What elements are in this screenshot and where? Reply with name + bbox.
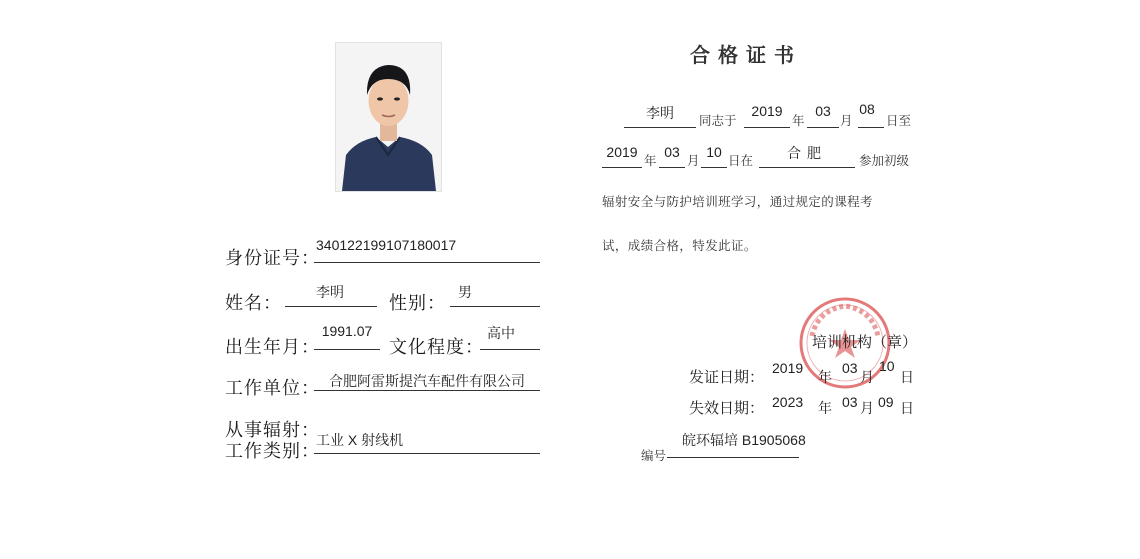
certificate-number: 皖环辐培 B1905068: [682, 432, 806, 448]
education-value: 高中: [487, 325, 515, 341]
issue-month: 03: [842, 360, 858, 376]
id-label: 身份证号：: [225, 248, 320, 269]
certificate-title: 合格证书: [690, 43, 802, 67]
id-underline: [314, 262, 540, 263]
expiry-month-label: 月: [860, 401, 874, 417]
job-value: 工业 X 射线机: [316, 432, 404, 448]
issue-day: 10: [879, 358, 895, 374]
job-label-line1: 从事辐射：: [225, 420, 320, 441]
issue-month-label: 月: [860, 370, 874, 386]
to-day-underline: [701, 167, 727, 168]
name-value: 李明: [316, 284, 344, 300]
course-text: 辐射安全与防护培训班学习，通过规定的课程考: [602, 194, 873, 209]
to-day: 10: [706, 144, 722, 160]
attend-text: 参加初级: [859, 153, 910, 168]
training-location: 合肥: [787, 145, 827, 161]
employer-value: 合肥阿雷斯提汽车配件有限公司: [329, 373, 525, 389]
expiry-month: 03: [842, 394, 858, 410]
expiry-day-label: 日: [900, 401, 914, 417]
from-day: 08: [859, 101, 875, 117]
name-label: 姓名：: [225, 293, 282, 314]
from-month: 03: [815, 103, 831, 119]
to-month-label: 月: [687, 153, 700, 168]
location-underline: [759, 167, 855, 168]
to-month-underline: [659, 167, 685, 168]
gender-label: 性别：: [389, 293, 446, 314]
from-month-label: 月: [840, 113, 853, 128]
issue-date-label: 发证日期：: [689, 368, 765, 386]
gender-value: 男: [458, 284, 472, 300]
person-name: 李明: [646, 105, 674, 121]
issue-year-label: 年: [818, 370, 832, 386]
to-year: 2019: [606, 144, 638, 160]
certificate-number-label: 编号: [641, 448, 667, 463]
training-org-label: 培训机构（章）: [812, 333, 918, 351]
birth-underline: [314, 349, 380, 350]
tongzhi-text: 同志于: [699, 113, 737, 128]
from-year-label: 年: [792, 113, 805, 128]
id-value: 340122199107180017: [316, 237, 457, 253]
to-day-label: 日在: [728, 153, 754, 168]
result-text: 试，成绩合格，特发此证。: [602, 238, 757, 253]
employer-underline: [314, 390, 540, 391]
education-underline: [480, 349, 540, 350]
expiry-year-label: 年: [818, 401, 832, 417]
expiry-year: 2023: [772, 394, 804, 410]
expiry-date-label: 失效日期：: [689, 399, 765, 417]
birth-value: 1991.07: [321, 323, 373, 339]
job-underline: [314, 453, 540, 454]
from-month-underline: [807, 127, 839, 128]
job-label-line2: 工作类别：: [225, 441, 320, 462]
issue-year: 2019: [772, 360, 804, 376]
person-name-underline: [624, 127, 696, 128]
gender-underline: [450, 306, 540, 307]
to-year-label: 年: [644, 153, 657, 168]
certificate-number-underline: [667, 457, 799, 458]
from-year: 2019: [751, 103, 783, 119]
from-day-label: 日至: [886, 113, 912, 128]
to-year-underline: [602, 167, 642, 168]
portrait-photo: [335, 42, 442, 192]
education-label: 文化程度：: [389, 337, 484, 358]
employer-label: 工作单位：: [225, 378, 320, 399]
expiry-day: 09: [878, 394, 894, 410]
birth-label: 出生年月：: [225, 337, 320, 358]
from-day-underline: [858, 127, 884, 128]
from-year-underline: [744, 127, 790, 128]
issue-day-label: 日: [900, 370, 914, 386]
to-month: 03: [664, 144, 680, 160]
name-underline: [285, 306, 377, 307]
